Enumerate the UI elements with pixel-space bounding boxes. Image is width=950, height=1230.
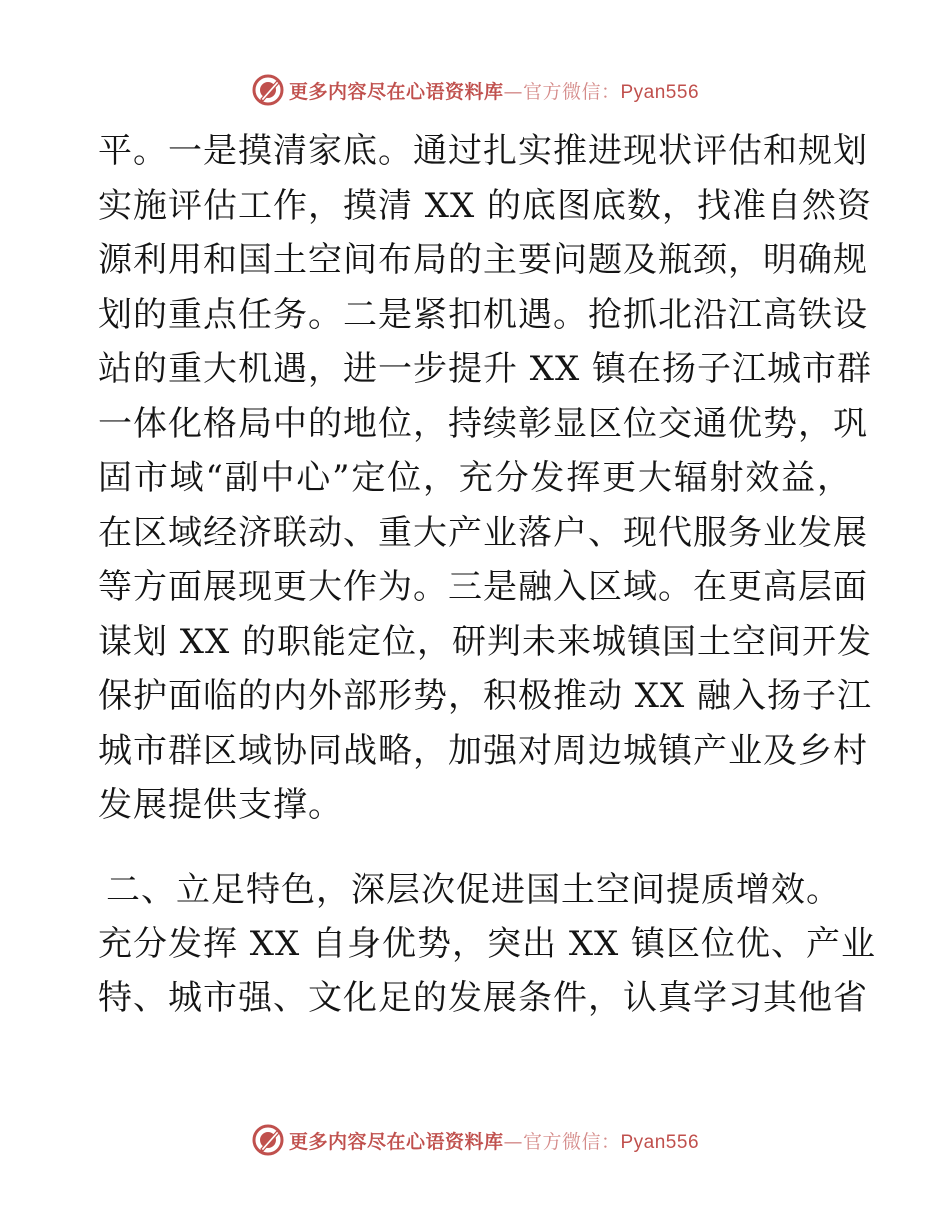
watermark-wechat-id: Pyan556 bbox=[620, 1131, 700, 1153]
text-line: 平。一是摸清家底。通过扎实推进现状评估和规划 bbox=[98, 131, 868, 171]
watermark-wechat-id: Pyan556 bbox=[620, 81, 700, 103]
document-body bbox=[98, 124, 877, 1026]
text-line: 实施评估工作，摸清 XX 的底图底数，找准自然资 bbox=[98, 185, 873, 226]
text-line: 在区域经济联动、重大产业落户、现代服务业发展 bbox=[98, 512, 868, 553]
text-line: 谋划 XX 的职能定位，研判未来城镇国土空间开发 bbox=[98, 621, 873, 662]
text-line: 发展提供支撑。 bbox=[98, 785, 343, 825]
text-line: 特、城市强、文化足的发展条件，认真学习其他省 bbox=[98, 978, 868, 1018]
text-line: 城市群区域协同战略，加强对周边城镇产业及乡村 bbox=[98, 730, 868, 771]
text-line: 站的重大机遇，进一步提升 XX 镇在扬子江城市群 bbox=[98, 349, 873, 389]
watermark-separator: — bbox=[503, 1130, 523, 1153]
pen-logo-icon bbox=[251, 73, 285, 107]
watermark-separator: — bbox=[503, 80, 523, 103]
text-line: 划的重点任务。二是紧扣机遇。抢抓北沿江高铁设 bbox=[98, 294, 868, 335]
watermark-sub: 官方微信： bbox=[522, 1130, 621, 1153]
watermark-text bbox=[289, 1127, 699, 1154]
text-line: 一体化格局中的地位，持续彰显区位交通优势，巩 bbox=[98, 403, 868, 444]
watermark-brand: 更多内容尽在心语资料库 bbox=[288, 80, 504, 103]
section-2 bbox=[98, 863, 877, 1026]
watermark-text bbox=[289, 77, 699, 104]
text-line: 等方面展现更大作为。三是融入区域。在更高层面 bbox=[98, 567, 868, 607]
watermark-header bbox=[0, 70, 950, 110]
watermark-sub: 官方微信： bbox=[522, 80, 621, 103]
text-line: 固市域“副中心”定位，充分发挥更大辐射效益， bbox=[98, 458, 852, 498]
pen-logo-icon bbox=[251, 1123, 285, 1157]
text-line: 源利用和国土空间布局的主要问题及瓶颈，明确规 bbox=[98, 240, 868, 280]
text-line: 充分发挥 XX 自身优势，突出 XX 镇区位优、产业 bbox=[98, 923, 877, 964]
text-line: 保护面临的内外部形势，积极推动 XX 融入扬子江 bbox=[98, 676, 873, 716]
section-heading: 二、立足特色，深层次促进国土空间提质增效。 bbox=[106, 869, 841, 910]
watermark-brand: 更多内容尽在心语资料库 bbox=[288, 1130, 504, 1153]
paragraph-1 bbox=[98, 124, 873, 833]
watermark-footer bbox=[0, 1120, 950, 1160]
